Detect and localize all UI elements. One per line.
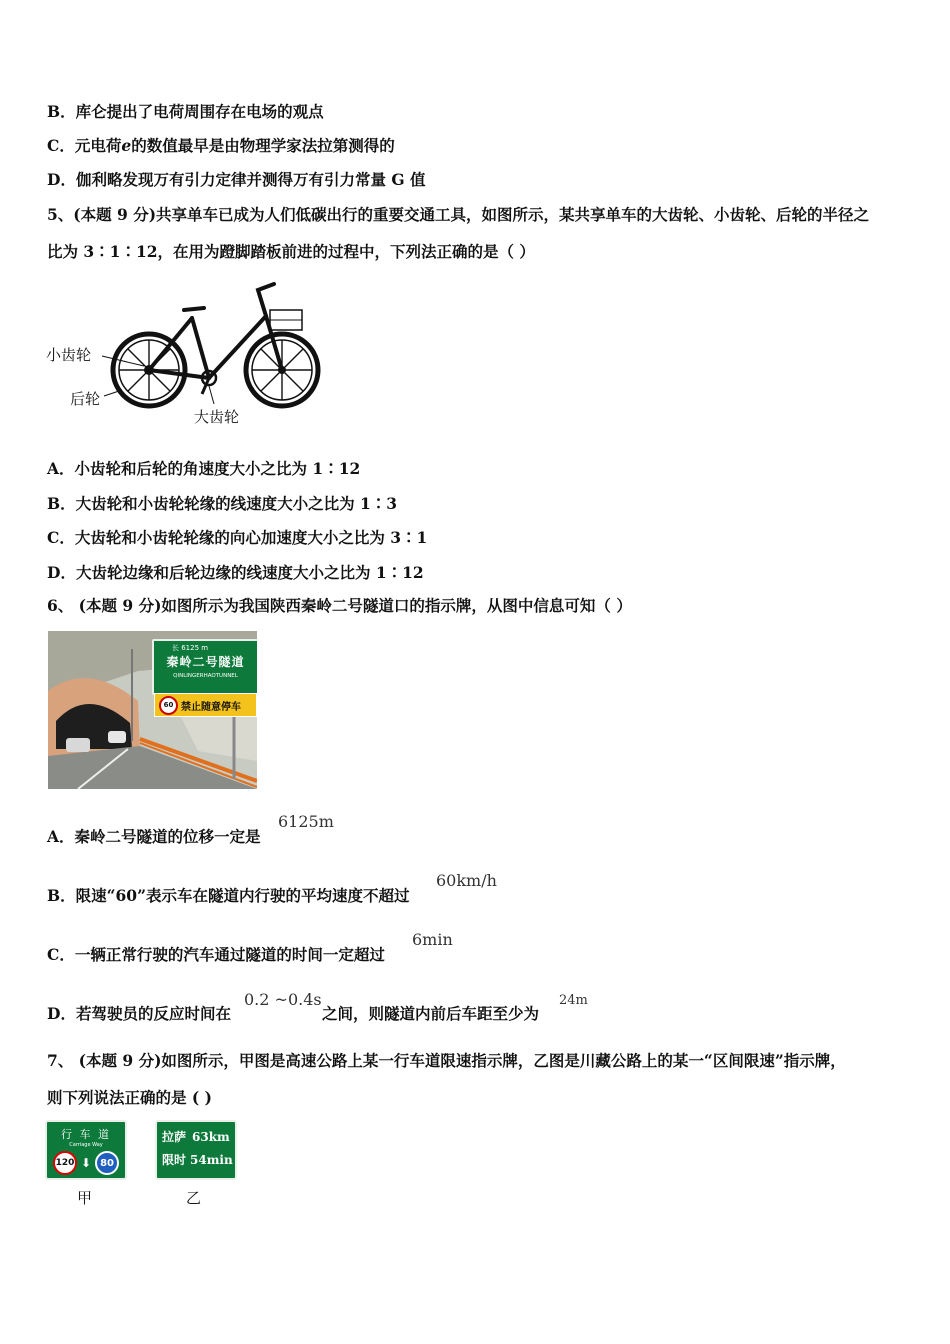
q6-option-a: A．秦岭二号隧道的位移一定是 xyxy=(47,827,261,846)
q6-option-b-value: 60km/h xyxy=(436,871,497,890)
tunnel-speed-sign xyxy=(154,693,257,717)
q4-option-c-prefix: C．元电荷 xyxy=(47,136,122,155)
speed-limit-badge: 60 xyxy=(159,696,178,715)
big-gear-label: 大齿轮 xyxy=(194,408,240,426)
q4-option-c xyxy=(47,136,395,156)
q5-option-a: A．小齿轮和后轮的角速度大小之比为 1∶12 xyxy=(47,459,361,478)
q5-option-b: B．大齿轮和小齿轮轮缘的线速度大小之比为 1∶3 xyxy=(47,494,398,513)
q6-stem: 6、 (本题 9 分)如图所示为我国陕西秦岭二号隧道口的指示牌，从图中信息可知（ ） xyxy=(47,596,632,615)
time-limit-label: 限时 xyxy=(162,1153,187,1167)
destination-label: 拉萨 xyxy=(162,1130,187,1144)
distance-value: 63km xyxy=(192,1129,230,1144)
q4-option-d: D．伽利略发现万有引力定律并测得万有引力常量 G 值 xyxy=(47,170,426,189)
q5-option-d: D．大齿轮边缘和后轮边缘的线速度大小之比为 1∶12 xyxy=(47,563,424,582)
q6-option-d-value2: 24m xyxy=(559,993,588,1008)
q6-option-b: B．限速“60”表示车在隧道内行驶的平均速度不超过 xyxy=(47,886,410,905)
time-limit-value: 54min xyxy=(190,1152,233,1167)
bicycle-figure xyxy=(44,278,344,428)
rear-wheel-label: 后轮 xyxy=(70,390,101,408)
small-gear-label: 小齿轮 xyxy=(46,346,92,364)
no-parking-notice: 禁止随意停车 xyxy=(181,701,241,713)
max-speed-badge: 120 xyxy=(53,1151,77,1175)
q6-option-d-text2: 之间，则隧道内前后车距至少为 xyxy=(322,1004,540,1023)
q7-stem-line2: 则下列说法正确的是 ( ) xyxy=(47,1088,212,1107)
q6-option-a-value: 6125m xyxy=(278,812,334,831)
q6-option-c-value: 6min xyxy=(412,930,453,949)
tunnel-photo xyxy=(48,631,257,789)
carriage-way-sign xyxy=(45,1120,127,1180)
caption-jia: 甲 xyxy=(77,1189,93,1207)
q4-option-c-suffix: 的数值最早是由物理学家法拉第测得的 xyxy=(131,136,395,155)
q5-option-c: C．大齿轮和小齿轮轮缘的向心加速度大小之比为 3∶1 xyxy=(47,528,428,547)
q4-option-c-var: e xyxy=(121,136,132,155)
tunnel-name-en: QINLINGERHAOTUNNEL xyxy=(173,673,238,679)
tunnel-length: 长 6125 m xyxy=(172,644,209,652)
q5-stem-line1: 5、(本题 9 分)共享单车已成为人们低碳出行的重要交通工具，如图所示，某共享单车的大齿轮、小齿轮、后轮的半径之 xyxy=(47,205,870,224)
section-speed-sign xyxy=(155,1120,237,1180)
tunnel-sign xyxy=(152,639,257,695)
q4-option-b: B．库仑提出了电荷周围存在电场的观点 xyxy=(47,102,324,121)
q6-option-c: C．一辆正常行驶的汽车通过隧道的时间一定超过 xyxy=(47,945,385,964)
carriage-way-title: 行 车 道 xyxy=(61,1128,111,1141)
caption-yi: 乙 xyxy=(186,1189,202,1207)
min-speed-badge: 80 xyxy=(95,1151,119,1175)
q6-option-d-value: 0.2 ~0.4s xyxy=(244,990,322,1009)
arrow-down-icon: ⬇ xyxy=(80,1156,92,1170)
carriage-way-subtitle: Carriage Way xyxy=(69,1142,103,1148)
tunnel-name-cn: 秦岭二号隧道 xyxy=(166,655,245,669)
q6-option-d: D．若驾驶员的反应时间在 xyxy=(47,1004,231,1023)
q5-stem-line2: 比为 3∶1∶12，在用为蹬脚踏板前进的过程中，下列法正确的是（ ） xyxy=(47,242,535,261)
q7-stem-line1: 7、 (本题 9 分)如图所示，甲图是高速公路上某一行车道限速指示牌，乙图是川藏公路上的某一“区间限速”指示牌， xyxy=(47,1051,846,1070)
